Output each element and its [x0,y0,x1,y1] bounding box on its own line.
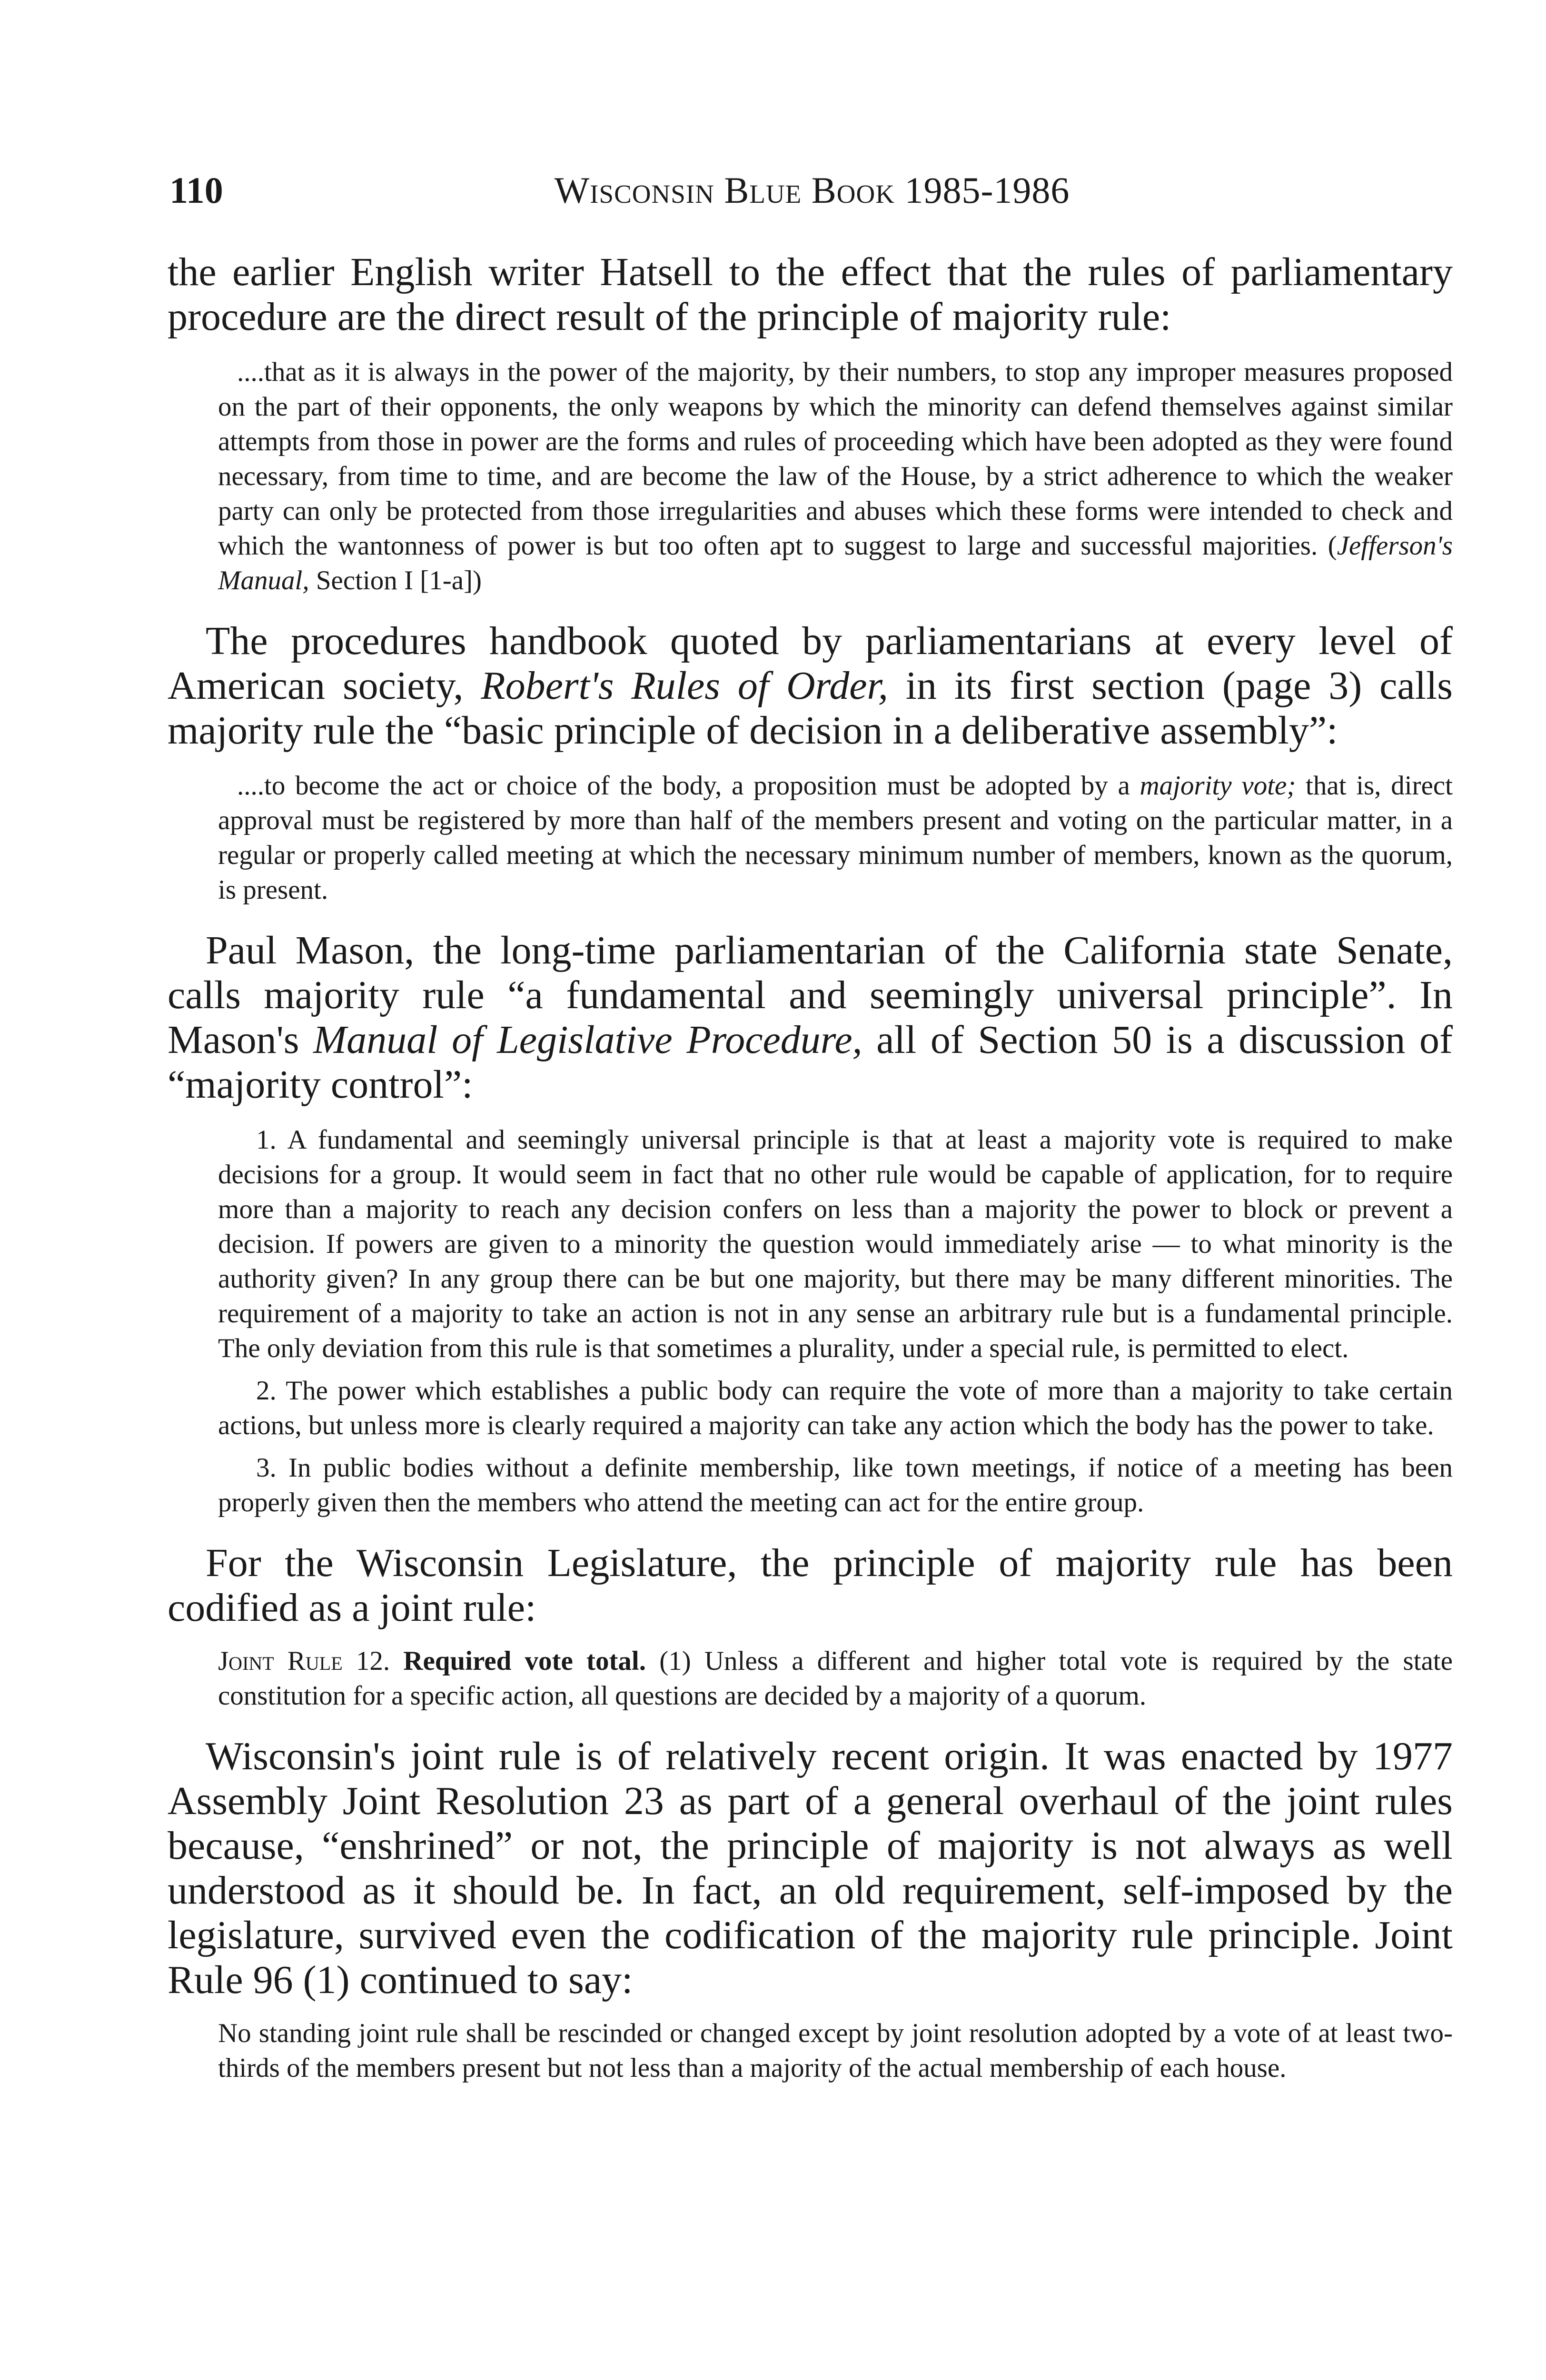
quote-text: ....to become the act or choice of the body, a proposition must be adopted by a [237,771,1140,801]
paragraph-text: Wisconsin's joint rule is of relatively recent origin. It was enacted by 1977 Assembly Joint Resolution 23 as part of a general overhaul of the joint rules because, “enshrined” or not, the principle of majority is not always as well understood as it should be. In fact, an old requirement, self-imposed by the legislature, survived even the codification of the majority rule principle. Joint Rule 96 (1) continued to say: [168,1734,1453,2002]
quote-text: ....that as it is always in the power of the majority, by their numbers, to stop any improper measures proposed on the part of their opponents, the only weapons by which the minority can defend themselves against similar attempts from those in power are the forms and rules of proceeding which have been adopted as they were found necessary, from time to time, and are become the law of the House, by a strict adherence to which the weaker party can only be protected from those irregularities and abuses which these forms were intended to check and which the wantonness of power is but too often apt to suggest to large and successful majorities. ( [218,357,1453,561]
book-title: Manual of Legislative Procedure, [313,1018,862,1062]
rule-heading: Required vote total. [403,1646,646,1676]
quote-joint-rule-12 [218,1644,1453,1713]
paragraph-hatsell-intro [168,250,1453,339]
paragraph-paul-mason [168,928,1453,1107]
paragraph-text: Paul Mason, the long-time parliamentarian of the California state Senate, calls majority rule “a fundamental and seemingly universal principle”. In Mason's [168,928,1453,1062]
paragraph-text: For the Wisconsin Legislature, the principle of majority rule has been codified as a joint rule: [168,1541,1453,1630]
quote-roberts-rules [218,768,1453,907]
paragraph-text: The procedures handbook quoted by parliamentarians at every level of American society, [168,619,1453,708]
quote-joint-rule-96: No standing joint rule shall be rescinded or changed except by joint resolution adopted by a vote of at least two-thirds of the members present but not less than a majority of the actual membership of each house. [218,2018,1453,2083]
mason-section-50-quote [168,1122,1453,1520]
numbered-item-1: 1. A fundamental and seemingly universal principle is that at least a majority vote is required to make decisions for a group. It would seem in fact that no other rule would be capable of application, for to require more than a majority to reach any decision confers on less than a majority the power to block or prevent a decision. If powers are given to a minority the question would immediately arise — to what minority is the authority given? In any group there can be but one majority, but there may be many different minorities. The requirement of a majority to take an action is not in any sense an arbitrary rule but is a fundamental principle. The only deviation from this rule is that sometimes a plurality, under a special rule, is permitted to elect. [218,1125,1453,1363]
numbered-item-2: 2. The power which establishes a public body can require the vote of more than a majority to take certain actions, but unless more is clearly required a majority can take any action which the body has the power to take. [218,1376,1453,1440]
paragraph-wisconsin-legislature [168,1541,1453,1630]
paragraph-roberts-rules [168,619,1453,753]
paragraph-text: all of Section 50 is a discussion of “majority control”: [168,1018,1453,1107]
page-header [169,169,1455,221]
citation-title: Jefferson's Manual, [218,531,1453,595]
page-number: 110 [169,169,223,211]
emphasis-term: majority vote; [1140,771,1296,801]
paragraph-joint-rule-origin [168,1734,1453,2003]
numbered-item-3: 3. In public bodies without a definite membership, like town meetings, if notice of a meeting has been properly given then the members who attend the meeting can act for the entire group. [218,1453,1453,1517]
quote-jefferson-manual [218,355,1453,598]
citation-section: Section I [1-a]) [309,565,482,595]
quote-text: that is, direct approval must be registered by more than half of the members present and voting on the particular matter, in a regular or properly called meeting at which the necessary minimum number of members, known as the quorum, is present. [218,771,1453,905]
rule-text: (1) Unless a different and higher total vote is required by the state constitution for a specific action, all questions are decided by a majority of a quorum. [218,1646,1453,1711]
rule-number: Joint Rule 12. [218,1646,390,1676]
book-title: Robert's Rules of Order, [481,664,888,708]
paragraph-text: in its first section (page 3) calls majority rule the “basic principle of decision in a deliberative assembly”: [168,664,1453,753]
page-content [168,250,1453,2106]
running-title: Wisconsin Blue Book 1985-1986 [554,169,1070,211]
paragraph-text: the earlier English writer Hatsell to the effect that the rules of parliamentary procedure are the direct result of the principle of majority rule: [168,250,1453,339]
